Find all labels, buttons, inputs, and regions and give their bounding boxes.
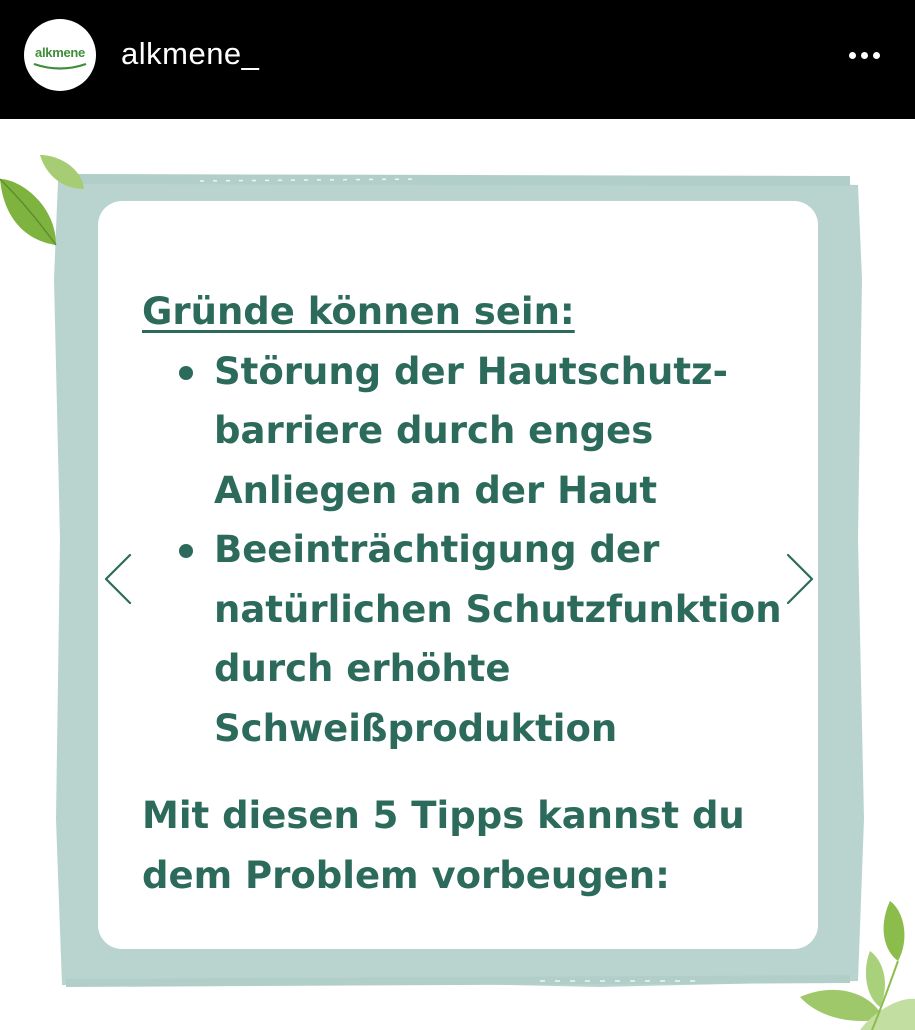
bullet-icon <box>179 366 193 380</box>
list-item <box>142 520 782 758</box>
bullet-icon <box>179 544 193 558</box>
slide-text <box>142 282 782 905</box>
reasons-list <box>142 342 782 759</box>
list-item-line: Beeinträchtigung der <box>214 528 660 571</box>
more-horizontal-icon <box>849 52 856 59</box>
post-image <box>0 119 915 1030</box>
list-item-line: durch erhöhte <box>214 647 511 690</box>
previous-slide-button[interactable] <box>100 549 140 609</box>
username[interactable]: alkmene_ <box>121 36 260 71</box>
list-item-line: barriere durch enges <box>214 409 654 452</box>
next-slide-button[interactable] <box>780 549 820 609</box>
avatar-logo-text: alkmene <box>35 45 85 60</box>
list-item <box>142 342 782 521</box>
list-item-line: Störung der Hautschutz- <box>214 349 728 393</box>
list-item-line: Schweißproduktion <box>214 706 618 750</box>
post-header <box>0 0 915 119</box>
outro-line: Mit diesen 5 Tipps kannst du <box>142 794 745 837</box>
list-item-line: Anliegen an der Haut <box>214 468 658 512</box>
slide-heading: Gründe können sein: <box>142 290 575 333</box>
logo-swoosh-icon <box>32 61 88 71</box>
list-item-line: natürlichen Schutzfunktion <box>214 587 782 631</box>
chevron-right-icon <box>780 549 820 609</box>
more-options-button[interactable] <box>838 40 890 70</box>
outro-line: dem Problem vorbeugen: <box>142 853 670 897</box>
slide-outro <box>142 786 782 905</box>
chevron-left-icon <box>100 549 140 609</box>
avatar[interactable] <box>24 19 96 91</box>
